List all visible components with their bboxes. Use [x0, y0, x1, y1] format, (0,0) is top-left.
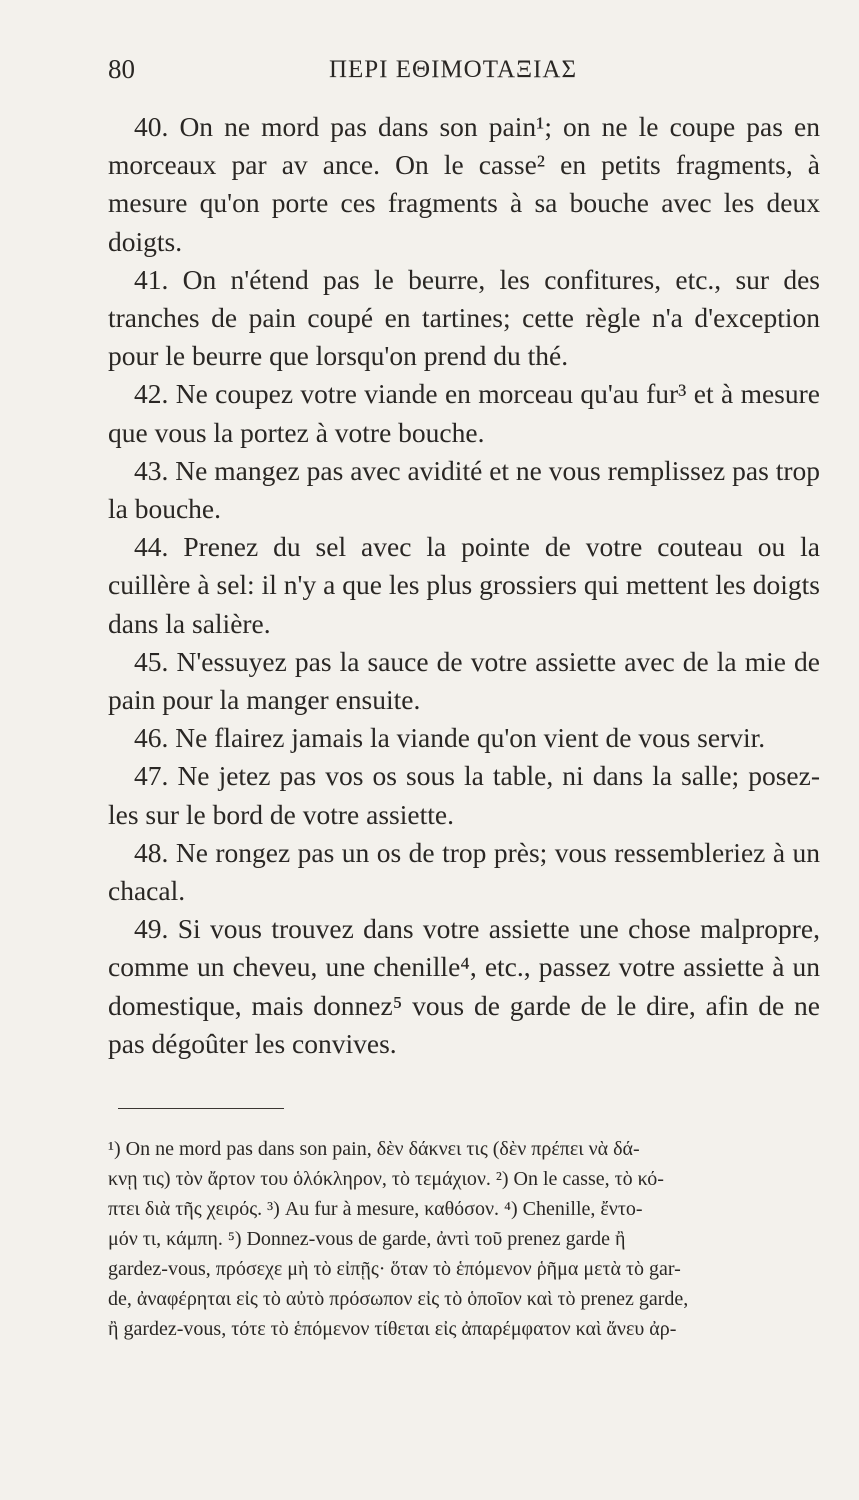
paragraph-number: 44.: [134, 531, 169, 563]
paragraph-text: N'essuyez pas la sauce de votre assiette avec de la mie de pain pour la manger ensuite.: [108, 645, 820, 716]
footnote-line: κνῃ τις) τὸν ἄρτον του ὁλόκληρον, τὸ τεμάχιον. ²) On le casse, τὸ κό-: [108, 1168, 664, 1190]
paragraph-text: On ne mord pas dans son pain¹; on ne le coupe pas en morceaux par av ance. On le casse² en petits fragments, à mesure qu'on porte ces fragments à sa bouche avec les deux doigts.: [108, 111, 820, 257]
paragraph-text: Ne mangez pas avec avidité et ne vous remplissez pas trop la bouche.: [108, 454, 820, 525]
footnote-line: gardez-vous, πρόσεχε μὴ τὸ εἰπῇς· ὅταν τὸ ἑπόμενον ῥῆμα μετὰ τὸ gar-: [108, 1258, 681, 1280]
paragraph-46: [108, 719, 820, 757]
paragraph-43: [108, 452, 820, 528]
footnote-separator-rule: [118, 1108, 284, 1109]
paragraph-text: Ne flairez jamais la viande qu'on vient de vous servir.: [168, 722, 766, 754]
paragraph-41: [108, 261, 820, 376]
paragraph-40: [108, 108, 820, 261]
paragraph-text: Si vous trouvez dans votre assiette une chose malpropre, comme un cheveu, une chenille⁴, etc., passez votre assiette à un domestique, mais donnez⁵ vous de garde de le dire, afin de ne pas dégoûter les convives.: [108, 913, 820, 1059]
paragraph-49: [108, 910, 820, 1063]
page-header: [108, 54, 798, 94]
paragraph-number: 46.: [134, 722, 169, 754]
paragraph-number: 40.: [134, 111, 169, 142]
footnote-line: πτει διὰ τῆς χειρός. ³) Au fur à mesure, καθόσον. ⁴) Chenille, ἔντο-: [108, 1198, 643, 1220]
paragraph-number: 42.: [134, 378, 169, 410]
paragraph-text: Ne coupez votre viande en morceau qu'au fur³ et à mesure que vous la portez à votre bouche.: [108, 378, 820, 448]
body-text: [108, 108, 820, 1063]
paragraph-number: 49.: [134, 913, 169, 945]
paragraph-number: 48.: [134, 836, 169, 868]
page-number: 80: [108, 54, 135, 84]
paragraph-42: [108, 375, 820, 451]
paragraph-48: [108, 834, 820, 910]
footnotes: [108, 1134, 820, 1344]
footnote-line: ἢ gardez-vous, τότε τὸ ἑπόμενον τίθεται εἰς ἀπαρέμφατον καὶ ἄνευ ἀρ-: [108, 1318, 677, 1340]
paragraph-45: [108, 643, 820, 719]
paragraph-44: [108, 528, 820, 643]
paragraph-number: 43.: [134, 454, 169, 486]
paragraph-number: 47.: [134, 760, 169, 792]
paragraph-number: 41.: [134, 263, 169, 295]
paragraph-text: Ne jetez pas vos os sous la table, ni dans la salle; posez-les sur le bord de votre assiette.: [108, 760, 820, 830]
paragraph-text: On n'étend pas le beurre, les confitures, etc., sur des tranches de pain coupé en tartines; cette règle n'a d'exception pour le beurre que lorsqu'on prend du thé.: [108, 263, 820, 372]
footnote-line: ¹) On ne mord pas dans son pain, δὲν δάκνει τις (δὲν πρέπει νὰ δά-: [108, 1138, 640, 1160]
footnote-line: μόν τι, κάμπη. ⁵) Donnez-vous de garde, ἀντὶ τοῦ prenez garde ἢ: [108, 1228, 626, 1250]
paragraph-number: 45.: [134, 645, 169, 677]
running-head: ΠΕΡΙ ΕΘΙΜΟΤΑΞΙΑΣ: [328, 56, 578, 83]
paragraph-47: [108, 757, 820, 833]
footnote-line: de, ἀναφέρηται εἰς τὸ αὐτὸ πρόσωπον εἰς τὸ ὁποῖον καὶ τὸ prenez garde,: [108, 1288, 689, 1310]
paragraph-text: Prenez du sel avec la pointe de votre couteau ou la cuillère à sel: il n'y a que les plus grossiers qui mettent les doigts dans la salière.: [108, 531, 820, 639]
paragraph-text: Ne rongez pas un os de trop près; vous ressembleriez à un chacal.: [108, 836, 820, 907]
